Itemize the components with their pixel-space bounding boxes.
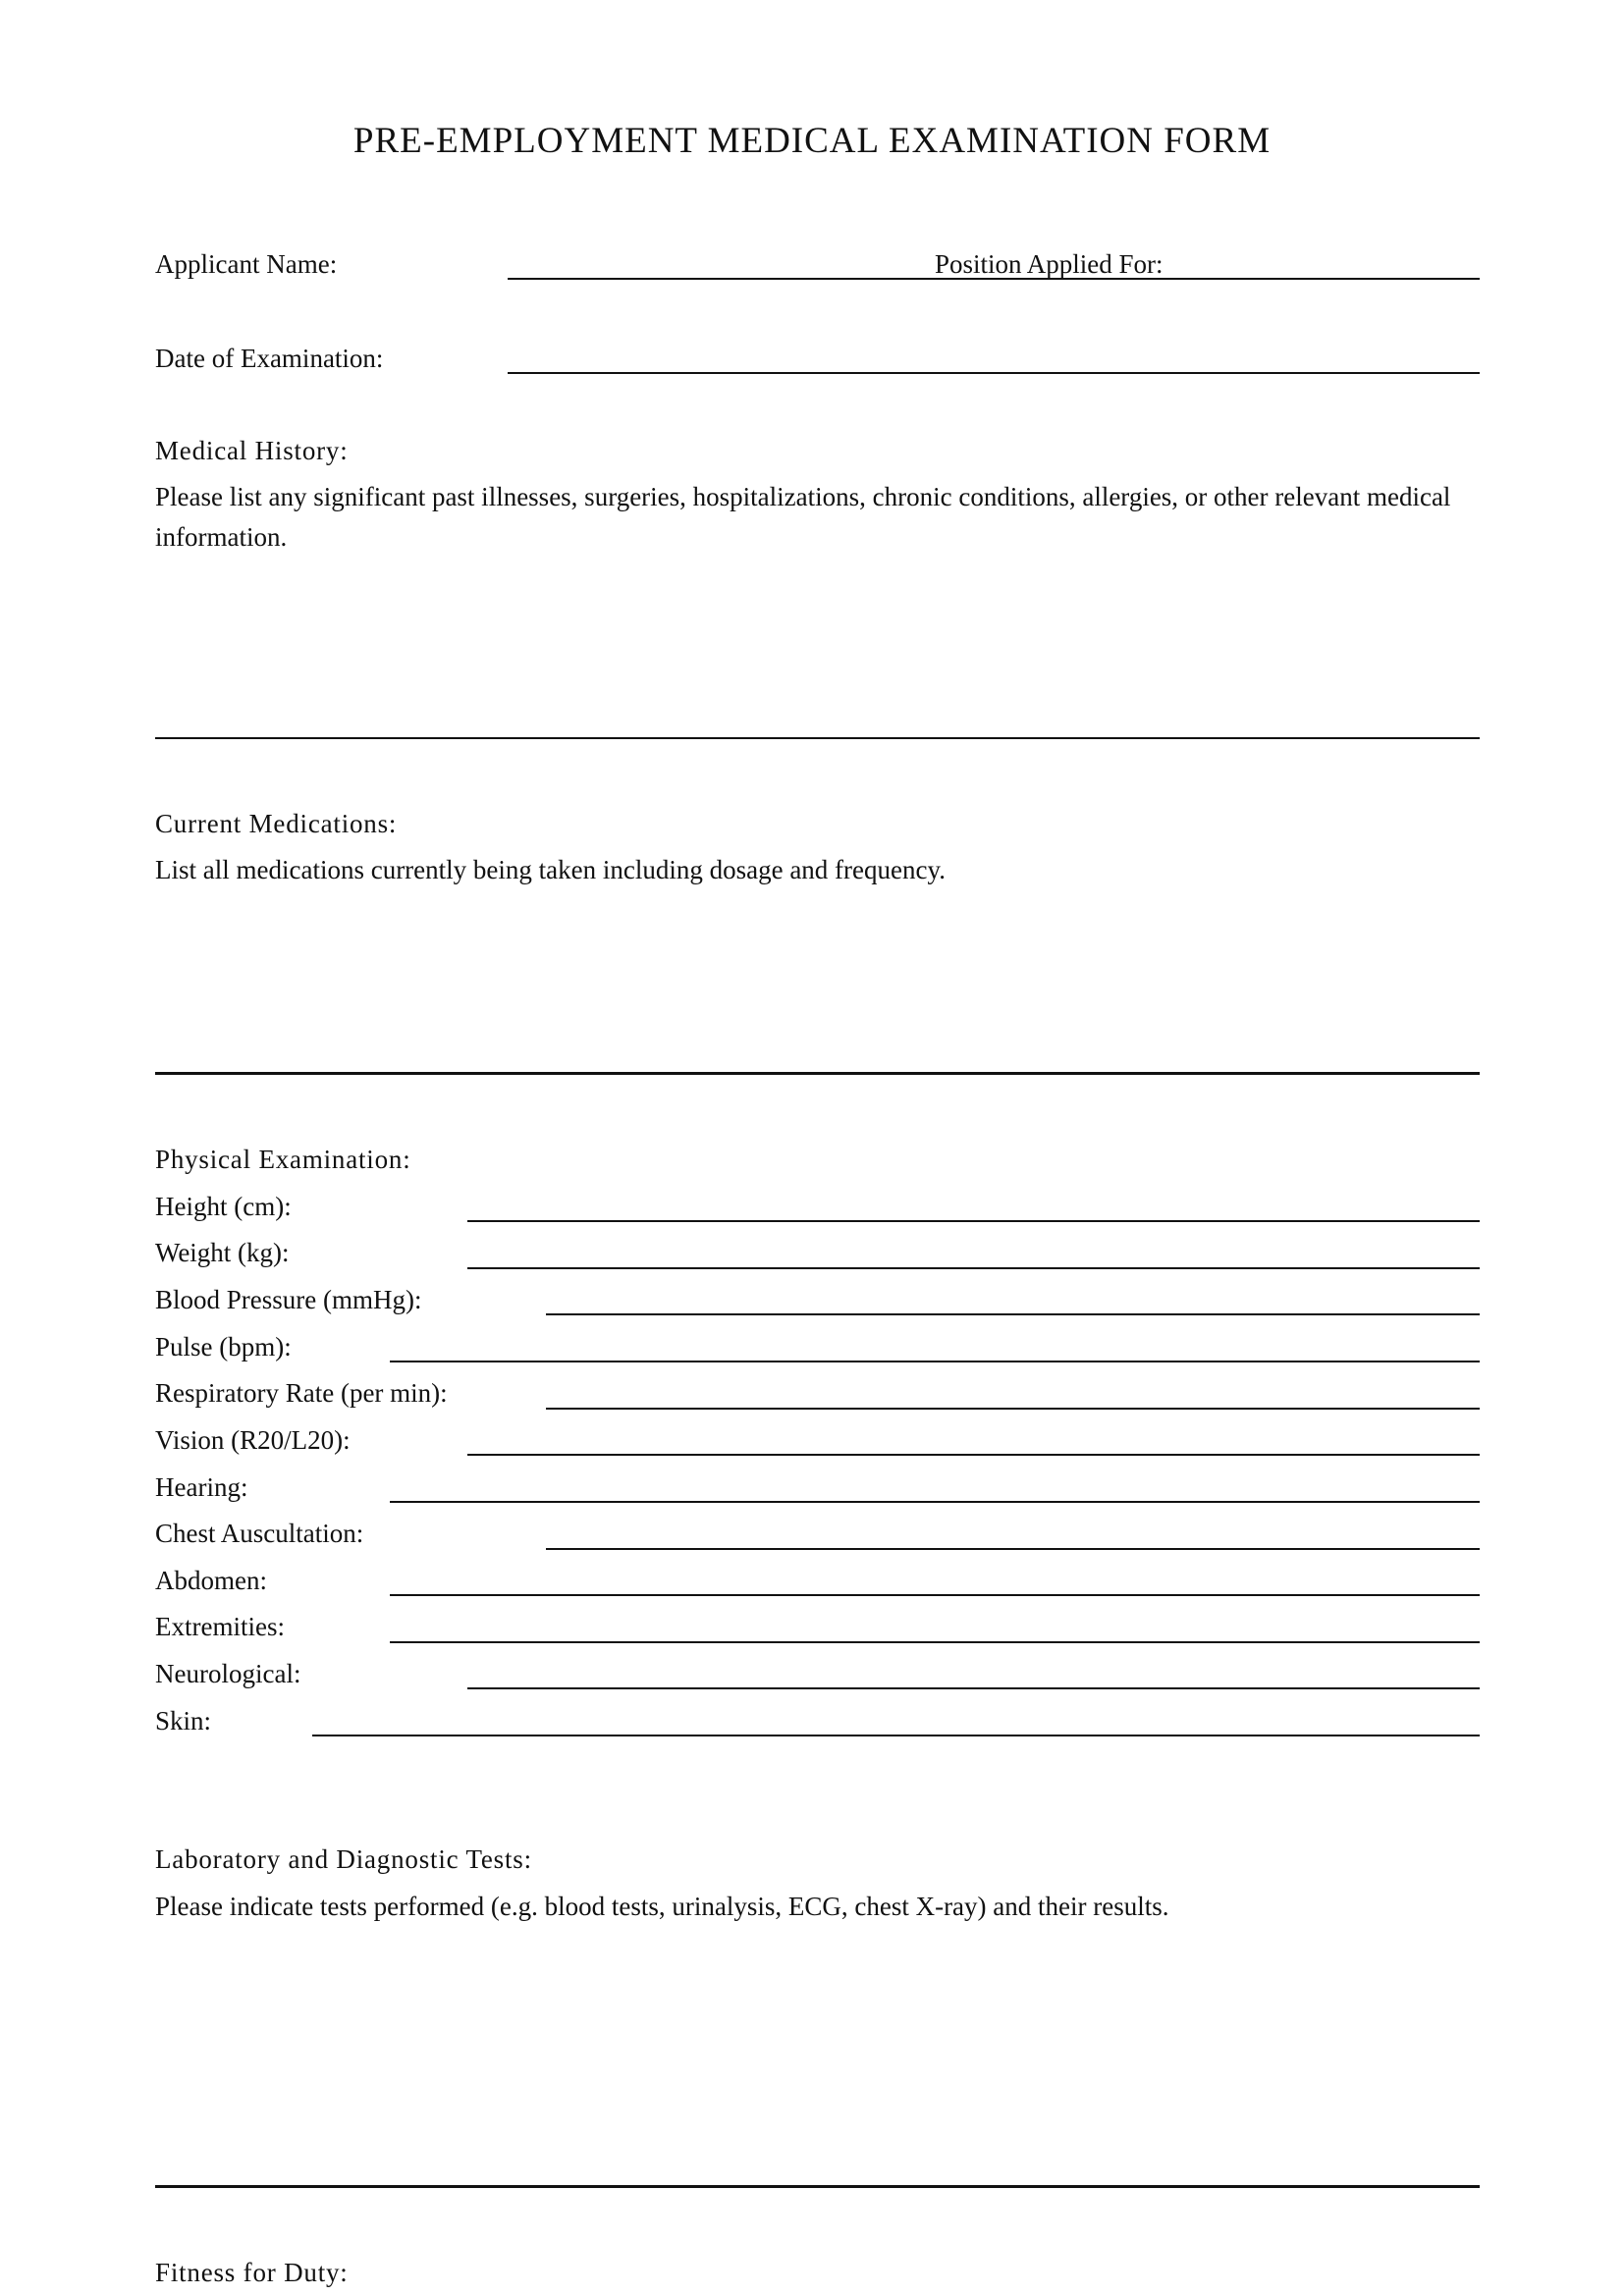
form-title: PRE-EMPLOYMENT MEDICAL EXAMINATION FORM xyxy=(352,121,1272,161)
physical-exam-heading: Physical Examination: xyxy=(155,1145,411,1174)
extremities-field[interactable] xyxy=(390,1641,1480,1643)
height-label: Height (cm): xyxy=(155,1192,292,1221)
height-field[interactable] xyxy=(467,1220,1480,1222)
pulse-field[interactable] xyxy=(390,1361,1480,1362)
abdomen-label: Abdomen: xyxy=(155,1566,267,1595)
respiratory-rate-field[interactable] xyxy=(546,1408,1480,1410)
respiratory-rate-label: Respiratory Rate (per min): xyxy=(155,1378,448,1408)
medical-history-instructions: Please list any significant past illnesses, surgeries, hospitalizations, chronic conditions, allergies, or other relevant medical information. xyxy=(155,482,1451,552)
current-medications-answer-line[interactable] xyxy=(155,1072,1480,1075)
pulse-label: Pulse (bpm): xyxy=(155,1332,292,1362)
current-medications-instructions: List all medications currently being taken including dosage and frequency. xyxy=(155,855,946,884)
chest-auscultation-label: Chest Auscultation: xyxy=(155,1519,364,1548)
neurological-label: Neurological: xyxy=(155,1659,301,1688)
position-applied-label: Position Applied For: xyxy=(935,249,1164,279)
vision-label: Vision (R20/L20): xyxy=(155,1425,351,1455)
exam-date-field[interactable] xyxy=(508,372,1480,374)
lab-tests-heading: Laboratory and Diagnostic Tests: xyxy=(155,1844,532,1874)
hearing-label: Hearing: xyxy=(155,1472,248,1502)
applicant-name-label: Applicant Name: xyxy=(155,249,338,279)
lab-tests-answer-line[interactable] xyxy=(155,2185,1480,2188)
fitness-for-duty-heading: Fitness for Duty: xyxy=(155,2258,349,2287)
hearing-field[interactable] xyxy=(390,1501,1480,1503)
medical-history-answer-line[interactable] xyxy=(155,737,1480,739)
extremities-label: Extremities: xyxy=(155,1612,285,1641)
blood-pressure-label: Blood Pressure (mmHg): xyxy=(155,1285,422,1314)
skin-field[interactable] xyxy=(312,1735,1480,1736)
medical-history-heading: Medical History: xyxy=(155,436,349,465)
exam-date-label: Date of Examination: xyxy=(155,344,384,373)
abdomen-field[interactable] xyxy=(390,1594,1480,1596)
neurological-field[interactable] xyxy=(467,1687,1480,1689)
vision-field[interactable] xyxy=(467,1454,1480,1456)
weight-label: Weight (kg): xyxy=(155,1238,290,1267)
lab-tests-instructions: Please indicate tests performed (e.g. blood tests, urinalysis, ECG, chest X-ray) and their results. xyxy=(155,1892,1169,1921)
weight-field[interactable] xyxy=(467,1267,1480,1269)
current-medications-heading: Current Medications: xyxy=(155,809,398,838)
skin-label: Skin: xyxy=(155,1706,212,1735)
blood-pressure-field[interactable] xyxy=(546,1313,1480,1315)
chest-auscultation-field[interactable] xyxy=(546,1548,1480,1550)
